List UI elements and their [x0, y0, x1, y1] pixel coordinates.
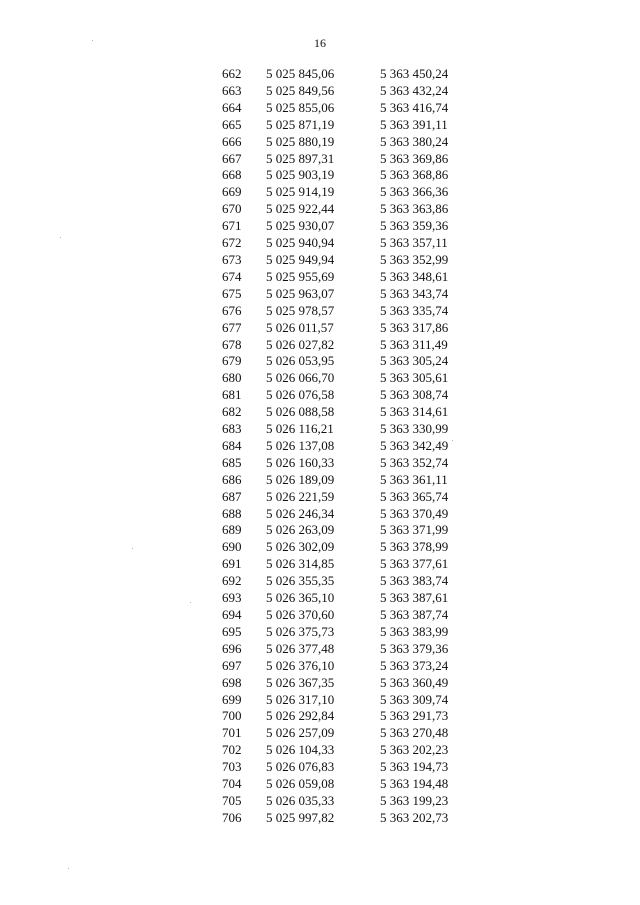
- y-coordinate: 5 363 352,74: [380, 454, 449, 470]
- y-coordinate: 5 363 387,61: [380, 590, 449, 606]
- x-coordinate: 5 026 221,59: [266, 488, 335, 504]
- x-coordinate: 5 025 849,56: [266, 82, 335, 98]
- table-row: [222, 134, 448, 151]
- x-coordinate: 5 026 370,60: [266, 607, 335, 622]
- point-number: 698: [222, 674, 242, 690]
- y-coordinate: 5 363 194,73: [380, 759, 449, 775]
- x-coordinate: 5 025 930,07: [266, 218, 335, 234]
- point-number: 672: [222, 235, 242, 251]
- x-coordinate: 5 026 066,70: [266, 370, 335, 386]
- y-coordinate: 5 363 365,74: [380, 488, 449, 504]
- point-number: 705: [222, 792, 242, 808]
- x-coordinate: 5 026 263,09: [266, 522, 335, 538]
- x-coordinate: 5 026 059,08: [266, 776, 335, 792]
- table-row: [222, 252, 448, 269]
- point-number: 694: [222, 607, 242, 622]
- table-row: [222, 506, 448, 523]
- table-row: [222, 725, 448, 742]
- table-row: [222, 370, 448, 387]
- y-coordinate: 5 363 359,36: [380, 218, 449, 234]
- y-coordinate: 5 363 369,86: [380, 150, 449, 166]
- y-coordinate: 5 363 305,24: [380, 353, 449, 369]
- x-coordinate: 5 025 880,19: [266, 133, 335, 149]
- table-row: [222, 793, 448, 810]
- y-coordinate: 5 363 377,61: [380, 556, 449, 572]
- y-coordinate: 5 363 383,99: [380, 623, 449, 639]
- y-coordinate: 5 363 291,73: [380, 708, 449, 724]
- x-coordinate: 5 026 365,10: [266, 590, 335, 606]
- table-row: [222, 742, 448, 759]
- point-number: 670: [222, 201, 242, 217]
- point-number: 683: [222, 421, 242, 437]
- y-coordinate: 5 363 309,74: [380, 691, 449, 707]
- table-row: [222, 117, 448, 134]
- table-row: [222, 472, 448, 489]
- point-number: 668: [222, 167, 242, 183]
- table-row: [222, 83, 448, 100]
- table-row: [222, 489, 448, 506]
- point-number: 697: [222, 657, 242, 673]
- x-coordinate: 5 026 257,09: [266, 725, 335, 741]
- table-row: [222, 353, 448, 370]
- table-row: [222, 66, 448, 83]
- table-row: [222, 387, 448, 404]
- scan-speck: [132, 548, 133, 549]
- coordinates-table: [222, 66, 448, 827]
- x-coordinate: 5 026 053,95: [266, 353, 335, 369]
- x-coordinate: 5 026 104,33: [266, 742, 335, 758]
- y-coordinate: 5 363 348,61: [380, 268, 449, 284]
- table-row: [222, 776, 448, 793]
- y-coordinate: 5 363 450,24: [380, 66, 449, 81]
- y-coordinate: 5 363 335,74: [380, 302, 449, 318]
- x-coordinate: 5 025 955,69: [266, 268, 335, 284]
- point-number: 700: [222, 708, 242, 724]
- x-coordinate: 5 025 845,06: [266, 66, 335, 81]
- y-coordinate: 5 363 305,61: [380, 370, 449, 386]
- point-number: 702: [222, 742, 242, 758]
- table-row: [222, 590, 448, 607]
- coordinates-table-body: [222, 66, 448, 827]
- y-coordinate: 5 363 202,73: [380, 809, 449, 825]
- x-coordinate: 5 025 997,82: [266, 809, 335, 825]
- point-number: 679: [222, 353, 242, 369]
- scan-speck: [190, 602, 191, 603]
- x-coordinate: 5 026 076,83: [266, 759, 335, 775]
- x-coordinate: 5 026 355,35: [266, 573, 335, 589]
- point-number: 669: [222, 184, 242, 200]
- x-coordinate: 5 026 027,82: [266, 336, 335, 352]
- x-coordinate: 5 025 978,57: [266, 302, 335, 318]
- x-coordinate: 5 026 011,57: [266, 319, 334, 335]
- point-number: 671: [222, 218, 242, 234]
- x-coordinate: 5 026 035,33: [266, 792, 335, 808]
- y-coordinate: 5 363 387,74: [380, 607, 449, 622]
- table-row: [222, 201, 448, 218]
- point-number: 662: [222, 66, 242, 81]
- table-row: [222, 522, 448, 539]
- y-coordinate: 5 363 368,86: [380, 167, 449, 183]
- table-row: [222, 184, 448, 201]
- table-row: [222, 556, 448, 573]
- table-row: [222, 100, 448, 117]
- y-coordinate: 5 363 373,24: [380, 657, 449, 673]
- y-coordinate: 5 363 380,24: [380, 133, 449, 149]
- table-row: [222, 404, 448, 421]
- point-number: 685: [222, 454, 242, 470]
- table-row: [222, 455, 448, 472]
- point-number: 693: [222, 590, 242, 606]
- x-coordinate: 5 026 314,85: [266, 556, 335, 572]
- point-number: 699: [222, 691, 242, 707]
- y-coordinate: 5 363 317,86: [380, 319, 449, 335]
- y-coordinate: 5 363 330,99: [380, 421, 449, 437]
- point-number: 692: [222, 573, 242, 589]
- x-coordinate: 5 025 922,44: [266, 201, 335, 217]
- point-number: 695: [222, 623, 242, 639]
- y-coordinate: 5 363 432,24: [380, 82, 449, 98]
- y-coordinate: 5 363 314,61: [380, 404, 449, 420]
- table-row: [222, 539, 448, 556]
- point-number: 706: [222, 809, 242, 825]
- table-row: [222, 421, 448, 438]
- y-coordinate: 5 363 343,74: [380, 285, 449, 301]
- table-row: [222, 573, 448, 590]
- x-coordinate: 5 026 375,73: [266, 623, 335, 639]
- x-coordinate: 5 026 137,08: [266, 437, 335, 453]
- point-number: 675: [222, 285, 242, 301]
- x-coordinate: 5 025 903,19: [266, 167, 335, 183]
- table-row: [222, 641, 448, 658]
- y-coordinate: 5 363 391,11: [380, 116, 448, 132]
- scan-speck: [68, 868, 69, 869]
- point-number: 686: [222, 471, 242, 487]
- y-coordinate: 5 363 361,11: [380, 471, 448, 487]
- table-row: [222, 320, 448, 337]
- x-coordinate: 5 026 367,35: [266, 674, 335, 690]
- y-coordinate: 5 363 308,74: [380, 387, 449, 403]
- y-coordinate: 5 363 379,36: [380, 640, 449, 656]
- table-row: [222, 810, 448, 827]
- table-row: [222, 218, 448, 235]
- point-number: 688: [222, 505, 242, 521]
- point-number: 678: [222, 336, 242, 352]
- point-number: 673: [222, 251, 242, 267]
- x-coordinate: 5 025 914,19: [266, 184, 335, 200]
- point-number: 684: [222, 437, 242, 453]
- x-coordinate: 5 026 076,58: [266, 387, 335, 403]
- point-number: 701: [222, 725, 242, 741]
- page-number: 16: [314, 36, 326, 50]
- x-coordinate: 5 025 871,19: [266, 116, 335, 132]
- point-number: 680: [222, 370, 242, 386]
- y-coordinate: 5 363 370,49: [380, 505, 449, 521]
- y-coordinate: 5 363 378,99: [380, 539, 449, 555]
- y-coordinate: 5 363 416,74: [380, 99, 449, 115]
- point-number: 689: [222, 522, 242, 538]
- scan-speck: [92, 40, 93, 41]
- scan-speck: [452, 440, 453, 441]
- y-coordinate: 5 363 352,99: [380, 251, 449, 267]
- x-coordinate: 5 026 116,21: [266, 421, 334, 437]
- y-coordinate: 5 363 371,99: [380, 522, 449, 538]
- x-coordinate: 5 026 246,34: [266, 505, 335, 521]
- table-row: [222, 675, 448, 692]
- table-row: [222, 624, 448, 641]
- y-coordinate: 5 363 363,86: [380, 201, 449, 217]
- table-row: [222, 607, 448, 624]
- point-number: 664: [222, 99, 242, 115]
- table-row: [222, 167, 448, 184]
- x-coordinate: 5 025 963,07: [266, 285, 335, 301]
- x-coordinate: 5 026 292,84: [266, 708, 335, 724]
- table-row: [222, 658, 448, 675]
- table-row: [222, 708, 448, 725]
- table-row: [222, 151, 448, 168]
- table-row: [222, 269, 448, 286]
- x-coordinate: 5 026 189,09: [266, 471, 335, 487]
- point-number: 667: [222, 150, 242, 166]
- x-coordinate: 5 026 376,10: [266, 657, 335, 673]
- y-coordinate: 5 363 383,74: [380, 573, 449, 589]
- y-coordinate: 5 363 357,11: [380, 235, 448, 251]
- point-number: 681: [222, 387, 242, 403]
- table-row: [222, 337, 448, 354]
- table-row: [222, 303, 448, 320]
- table-row: [222, 759, 448, 776]
- y-coordinate: 5 363 311,49: [380, 336, 448, 352]
- table-row: [222, 235, 448, 252]
- point-number: 676: [222, 302, 242, 318]
- x-coordinate: 5 025 940,94: [266, 235, 335, 251]
- x-coordinate: 5 025 897,31: [266, 150, 335, 166]
- point-number: 665: [222, 116, 242, 132]
- point-number: 666: [222, 133, 242, 149]
- point-number: 690: [222, 539, 242, 555]
- point-number: 682: [222, 404, 242, 420]
- point-number: 704: [222, 776, 242, 792]
- x-coordinate: 5 025 855,06: [266, 99, 335, 115]
- y-coordinate: 5 363 366,36: [380, 184, 449, 200]
- table-row: [222, 692, 448, 709]
- y-coordinate: 5 363 194,48: [380, 776, 449, 792]
- table-row: [222, 438, 448, 455]
- y-coordinate: 5 363 199,23: [380, 792, 449, 808]
- x-coordinate: 5 026 088,58: [266, 404, 335, 420]
- y-coordinate: 5 363 360,49: [380, 674, 449, 690]
- x-coordinate: 5 026 302,09: [266, 539, 335, 555]
- point-number: 677: [222, 319, 242, 335]
- point-number: 687: [222, 488, 242, 504]
- x-coordinate: 5 025 949,94: [266, 251, 335, 267]
- point-number: 691: [222, 556, 242, 572]
- point-number: 663: [222, 82, 242, 98]
- y-coordinate: 5 363 270,48: [380, 725, 449, 741]
- x-coordinate: 5 026 317,10: [266, 691, 335, 707]
- x-coordinate: 5 026 377,48: [266, 640, 335, 656]
- y-coordinate: 5 363 342,49: [380, 437, 449, 453]
- y-coordinate: 5 363 202,23: [380, 742, 449, 758]
- point-number: 703: [222, 759, 242, 775]
- x-coordinate: 5 026 160,33: [266, 454, 335, 470]
- point-number: 674: [222, 268, 242, 284]
- point-number: 696: [222, 640, 242, 656]
- scan-speck: [60, 237, 61, 238]
- table-row: [222, 286, 448, 303]
